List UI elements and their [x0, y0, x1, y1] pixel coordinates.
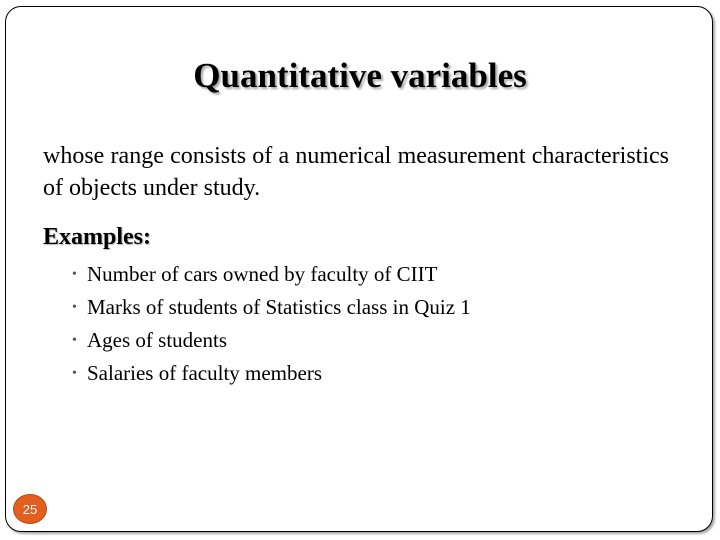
- examples-list: [72, 258, 471, 390]
- list-item: [72, 357, 471, 390]
- example-text: Salaries of faculty members: [87, 361, 322, 385]
- bullet-icon: •: [72, 299, 77, 315]
- example-text: Ages of students: [87, 328, 227, 352]
- example-text: Number of cars owned by faculty of CIIT: [87, 262, 438, 286]
- definition-text: whose range consists of a numerical measurement characteristics of objects under study.: [43, 143, 669, 201]
- list-item: [72, 258, 471, 291]
- example-text: Marks of students of Statistics class in Quiz 1: [87, 295, 471, 319]
- bullet-icon: •: [72, 365, 77, 381]
- slide-title: Quantitative variables: [193, 56, 527, 95]
- bullet-icon: •: [72, 266, 77, 282]
- page-number-badge: 25: [13, 494, 47, 524]
- bullet-icon: •: [72, 332, 77, 348]
- list-item: [72, 291, 471, 324]
- examples-heading: Examples:: [43, 224, 151, 250]
- list-item: [72, 324, 471, 357]
